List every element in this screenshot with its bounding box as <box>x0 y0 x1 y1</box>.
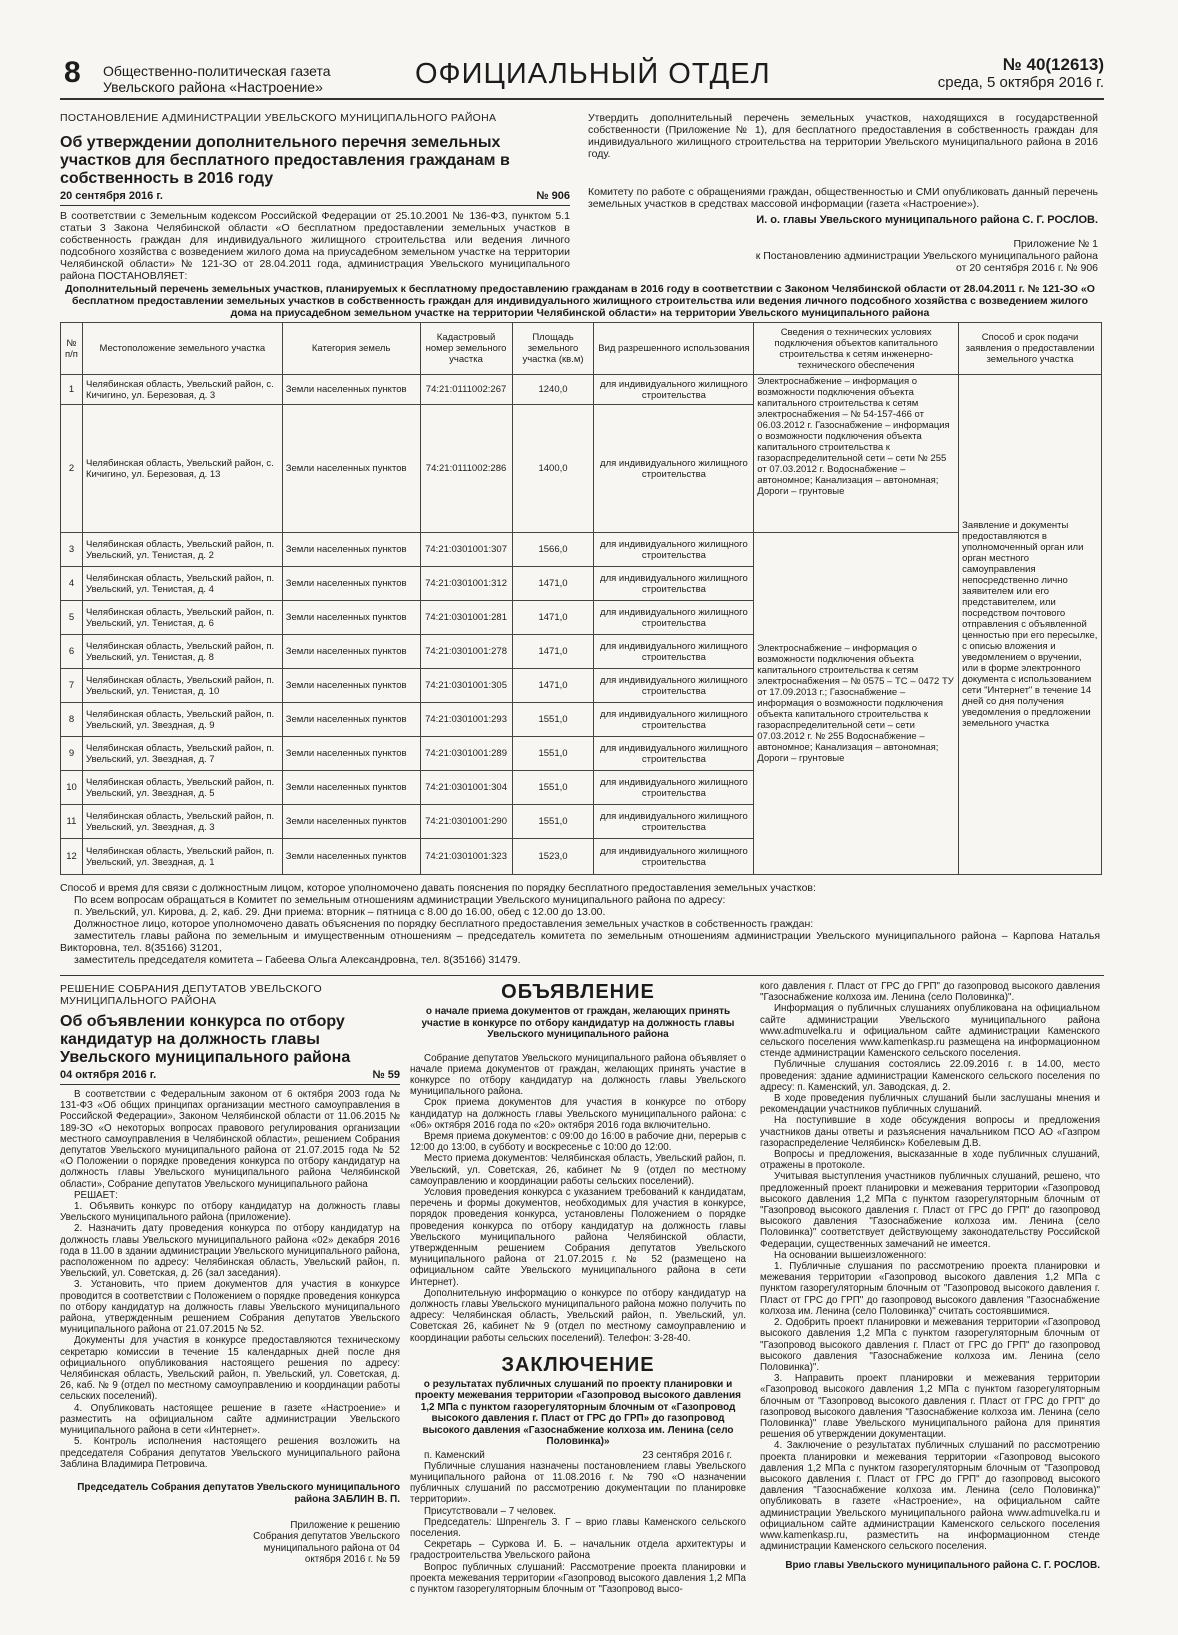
table-caption: Дополнительный перечень земельных участков, планируемых к бесплатному предоставлению гражданам в 2016 году в соответствии с Законом Челябинской области от 28.04.2011 г. № 121-ЗО «О бесплатном предоставлении земельных участков в собственность граждан для индивидуального жилищного строительства или ведения личного подсобного хозяйства с возведением жилого дома на приусадебном земельном участке на территории Челябинской области» на территории Увельского муниципального района <box>65 283 1095 319</box>
announcement-body <box>410 1053 746 1344</box>
rc-p8: 1. Публичные слушания по рассмотрению проекта планировки и межевания территории «Газопровод высокого давления 1,2 МПа с пунктом газорегуляторным блочным от "Газопровод высокого давления г. Пласт от ГРС до ГРП" до газопровод высокого давления "Газоснабжение колхоза им. Ленина (село Половинка)" считать состоявшимися. <box>760 1261 1100 1317</box>
row-area: 1471,0 <box>512 635 594 669</box>
row-use: для индивидуального жилищного строительства <box>594 737 754 771</box>
col-category: Категория земель <box>282 323 420 375</box>
plots-table-wrap <box>60 322 1102 875</box>
rc-p1: Информация о публичных слушаниях опубликована на официальном сайте администрации Увельского муниципального района www.admuvelka.ru и официальном сайте администрации Каменского сельского поселения www.kamenkasp.ru размещена на информационном стенде администрации Каменского сельского поселения. <box>760 1003 1100 1060</box>
contacts-line4: Должностное лицо, которое уполномочено давать объяснения по порядку бесплатного предоставления земельных участков в собственность граждан: <box>74 918 814 930</box>
table-row <box>61 533 1102 567</box>
row-use: для индивидуального жилищного строительства <box>594 405 754 533</box>
rc-p0: кого давления г. Пласт от ГРС до ГРП" до газопровод высокого давления "Газоснабжение колхоза им. Ленина (село Половинка)". <box>760 981 1100 1004</box>
row-area: 1240,0 <box>512 375 594 405</box>
contacts-block <box>60 882 1100 966</box>
announcement-p2: Срок приема документов для участия в конкурсе по отбору кандидатур на должность главы Увельского муниципального района: с «06» октября 2016 года по «20» октября 2016 года включительно. <box>410 1097 746 1131</box>
row-use: для индивидуального жилищного строительства <box>594 533 754 567</box>
rc-p4: На поступившие в ходе обсуждения вопросы и предложения участников даны ответы и разъяснения начальником ПСО АО «Газпром газораспределение Челябинск» Кобелевым Д.В. <box>760 1115 1100 1149</box>
row-category: Земли населенных пунктов <box>282 533 420 567</box>
col-use: Вид разрешенного использования <box>594 323 754 375</box>
rc-p5: Вопросы и предложения, высказанные в ходе публичных слушаний, отражены в протоколе. <box>760 1149 1100 1172</box>
contacts-line3: п. Увельский, ул. Кирова, д. 2, каб. 29. Дни приема: вторник – пятница с 8.00 до 16.00, обед с 12.00 до 13.00. <box>74 906 606 918</box>
conclusion-p2: Присутствовали – 7 человек. <box>424 1505 556 1517</box>
page-number: 8 <box>64 56 81 89</box>
row-use: для индивидуального жилищного строительства <box>594 805 754 839</box>
row-category: Земли населенных пунктов <box>282 771 420 805</box>
row-location: Челябинская область, Увельский район, с. Кичигино, ул. Березовая, д. 13 <box>82 405 282 533</box>
row-area: 1471,0 <box>512 601 594 635</box>
row-location: Челябинская область, Увельский район, п. Увельский, ул. Тенистая, д. 6 <box>82 601 282 635</box>
row-location: Челябинская область, Увельский район, п. Увельский, ул. Тенистая, д. 8 <box>82 635 282 669</box>
section-title: ОФИЦИАЛЬНЫЙ ОТДЕЛ <box>415 58 771 90</box>
decree-date: 20 сентября 2016 г. <box>60 190 163 202</box>
decree-number: № 906 <box>536 190 570 202</box>
row-use: для индивидуального жилищного строительства <box>594 601 754 635</box>
conclusion-dateline <box>424 1450 732 1461</box>
announcement-p6: Дополнительную информацию о конкурсе по отбору кандидатур на должность главы Увельского муниципального района можно получить по адресу: Челябинская область, Увельский район, п. Увельский, ул. Советская 26, кабинет № 9 (отдел по местному самоуправлению и координации работы сельских поселений). Телефон: 3-28-40. <box>410 1287 746 1344</box>
row-location: Челябинская область, Увельский район, п. Увельский, ул. Тенистая, д. 4 <box>82 567 282 601</box>
rc-p9: 2. Одобрить проект планировки и межевания территории «Газопровод высокого давления 1,2 МПа с пунктом газорегуляторным блочным от "Газопровод высокого давления г. Пласт от ГРС до ГРП" до газопровод высокого давления "Газоснабжение колхоза им. Ленина (село Половинка)". <box>760 1317 1100 1373</box>
rc-p6: Учитывая выступления участников публичных слушаний, решено, что предложенный проект планировки и межевания территории «Газопровод высокого давления 1,2 МПа с пунктом газорегуляторным блочным от "Газопровод высокого давления г. Пласт от ГРС до ГРП" до газопровод высокого давления "Газоснабжение колхоза им. Ленина (село Половинка)" соответствует действующему законодательству Российской Федерации, существенных замечаний не имеется. <box>760 1171 1100 1250</box>
row-application-method: Заявление и документы предоставляются в уполномоченный орган или орган местного самоуправления непосредственно лично заявителем или его представителем, или посредством почтового отправления с объявленной ценностью при его пересылке, с описью вложения и уведомлением о вручении, или в форме электронного документа с использованием сети "Интернет" в течение 14 дней со дня получения уведомления о предложении земельного участка <box>959 375 1102 875</box>
row-category: Земли населенных пунктов <box>282 405 420 533</box>
row-category: Земли населенных пунктов <box>282 737 420 771</box>
resolution-item: 2. Назначить дату проведения конкурса по отбору кандидатур на должность главы Увельского муниципального района «02» декабря 2016 года в 11.00 в здании администрации Увельского муниципального района, расположенном по адресу: Челябинская область, Увельский район, п. Увельский, ул. Советская, д. 26 (зал заседания). <box>60 1223 400 1280</box>
row-cadastral: 74:21:0301001:293 <box>420 703 512 737</box>
table-row <box>61 375 1102 405</box>
plots-table <box>60 322 1102 875</box>
decree-para2: Утвердить дополнительный перечень земельных участков, находящихся в государственной собственности (Приложение № 1), для бесплатного предоставления в собственность граждан для индивидуального жилищного строительства на территории Увельского муниципального района в 2016 году. <box>588 112 1098 160</box>
row-location: Челябинская область, Увельский район, п. Увельский, ул. Звездная, д. 3 <box>82 805 282 839</box>
publication-name: Общественно-политическая газета Увельского района «Настроение» <box>103 63 331 95</box>
row-use: для индивидуального жилищного строительства <box>594 703 754 737</box>
row-location: Челябинская область, Увельский район, п. Увельский, ул. Звездная, д. 9 <box>82 703 282 737</box>
row-num: 2 <box>61 405 83 533</box>
rc-p3: В ходе проведения публичных слушаний были заслушаны мнения и рекомендации участников публичных слушаний. <box>760 1093 1100 1116</box>
decree-title: Об утверждении дополнительного перечня земельных участков для бесплатного предоставления гражданам в собственность в 2016 году <box>60 134 510 187</box>
row-num: 7 <box>61 669 83 703</box>
contacts-line2: По всем вопросам обращаться в Комитет по земельным отношениям администрации Увельского муниципального района по адресу: <box>74 894 726 906</box>
conclusion-body <box>410 1461 746 1595</box>
decree-signature: И. о. главы Увельского муниципального района С. Г. РОСЛОВ. <box>756 214 1098 226</box>
row-use: для индивидуального жилищного строительства <box>594 669 754 703</box>
row-category: Земли населенных пунктов <box>282 805 420 839</box>
row-location: Челябинская область, Увельский район, п. Увельский, ул. Тенистая, д. 10 <box>82 669 282 703</box>
row-use: для индивидуального жилищного строительства <box>594 635 754 669</box>
row-use: для индивидуального жилищного строительства <box>594 567 754 601</box>
decree-para3: Комитету по работе с обращениями граждан, общественностью и СМИ опубликовать данный перечень земельных участков в средствах массовой информации (газета «Настроение»). <box>588 186 1098 210</box>
row-category: Земли населенных пунктов <box>282 635 420 669</box>
row-num: 8 <box>61 703 83 737</box>
announcement-title: ОБЪЯВЛЕНИЕ <box>501 981 655 1003</box>
row-category: Земли населенных пунктов <box>282 567 420 601</box>
row-num: 12 <box>61 839 83 875</box>
row-num: 6 <box>61 635 83 669</box>
resolution-signature: Председатель Собрания депутатов Увельского муниципального района ЗАБЛИН В. П. <box>77 1481 400 1505</box>
row-location: Челябинская область, Увельский район, п. Увельский, ул. Звездная, д. 5 <box>82 771 282 805</box>
col-num: № п/п <box>61 323 83 375</box>
row-category: Земли населенных пунктов <box>282 375 420 405</box>
row-area: 1471,0 <box>512 669 594 703</box>
decree-dateline <box>60 190 570 202</box>
resolution-items <box>60 1201 400 1470</box>
row-location: Челябинская область, Увельский район, с. Кичигино, ул. Березовая, д. 3 <box>82 375 282 405</box>
resolution-date: 04 октября 2016 г. <box>60 1069 157 1081</box>
resolution-preamble: В соответствии с Федеральным законом от 6 октября 2003 года № 131-ФЗ «Об общих принципах организации местного самоуправления в Российской Федерации», Законом Челябинской области от 11.06.2015 № 189-ЗО «О некоторых вопросах правового регулирования организации местного самоуправления в Челябинской области», решением Собрания депутатов Увельского муниципального района от 21.07.2015 года № 52 «О Положении о порядке проведения конкурса по отбору кандидатур на должность главы Увельского муниципального района Челябинской области», Собрание депутатов Увельского муниципального района <box>60 1089 400 1190</box>
row-cadastral: 74:21:0301001:323 <box>420 839 512 875</box>
resolution-item: 5. Контроль исполнения настоящего решения возложить на председателя Собрания депутатов Увельского муниципального района Заблина Владимира Петровича. <box>60 1436 400 1470</box>
announcement-p5: Условия проведения конкурса с указанием требований к кандидатам, перечень и формы документов, необходимых для участия в конкурсе, порядок проведения конкурса, установлены Положением о порядке проведения конкурса по отбору кандидатур на должность главы Увельского муниципального района Челябинской области, утвержденным решением Собрания депутатов Увельского муниципального района от 21.07.2015 г. № 52 (размещено на официальном сайте Увельского муниципального района в сети Интернет). <box>410 1186 746 1288</box>
decree-kicker: ПОСТАНОВЛЕНИЕ АДМИНИСТРАЦИИ УВЕЛЬСКОГО МУНИЦИПАЛЬНОГО РАЙОНА <box>60 112 497 124</box>
decree-left <box>60 112 570 282</box>
row-cadastral: 74:21:0301001:278 <box>420 635 512 669</box>
rc-p2: Публичные слушания состоялись 22.09.2016 г. в 14.00, место проведения: здание администрации Каменского сельского поселения по адресу: п. Каменский, ул. Заводская, д. 2. <box>760 1059 1100 1093</box>
announcement-col <box>410 981 746 1595</box>
resolution-dateline <box>60 1069 400 1081</box>
row-location: Челябинская область, Увельский район, п. Увельский, ул. Тенистая, д. 2 <box>82 533 282 567</box>
row-num: 9 <box>61 737 83 771</box>
row-area: 1471,0 <box>512 567 594 601</box>
rc-signature: Врио главы Увельского муниципального района С. Г. РОСЛОВ. <box>785 1560 1100 1572</box>
issue-date: среда, 5 октября 2016 г. <box>937 74 1104 91</box>
header-rule <box>60 98 1104 100</box>
conclusion-continued <box>760 981 1100 1572</box>
conclusion-subtitle: о результатах публичных слушаний по проекту планировки и проекту межевания территории «Газопровод высокого давления 1,2 МПа с пунктом газорегуляторным блочным от «Газопровод высокого давления г. Пласт от ГРС до ГРП» до газопровод высокого давления «Газоснабжение колхоза им. Ленина (село Половинка)» <box>415 1378 741 1448</box>
rc-p7: На основании вышеизложенного: <box>774 1249 927 1261</box>
conclusion-p4: Секретарь – Суркова И. Б. – начальник отдела архитектуры и градостроительства Увельского района <box>410 1539 746 1562</box>
row-area: 1523,0 <box>512 839 594 875</box>
row-category: Земли населенных пунктов <box>282 669 420 703</box>
col-area: Площадь земельного участка (кв.м) <box>512 323 594 375</box>
announcement-p3: Время приема документов: с 09:00 до 16:00 в рабочие дни, перерыв с 12:00 до 13:00, в субботу и воскресенье с 10:00 до 12:00. <box>410 1130 746 1154</box>
row-use: для индивидуального жилищного строительства <box>594 771 754 805</box>
col-tech: Сведения о технических условиях подключения объектов капитального строительства к сетям инженерно-технического обеспечения <box>754 323 959 375</box>
col-apply: Способ и срок подачи заявления о предоставлении земельного участка <box>959 323 1102 375</box>
row-cadastral: 74:21:0301001:289 <box>420 737 512 771</box>
resolution-item: 1. Объявить конкурс по отбору кандидатур на должность главы Увельского муниципального района (приложение). <box>60 1201 400 1224</box>
row-cadastral: 74:21:0301001:281 <box>420 601 512 635</box>
resolution-item: 4. Опубликовать настоящее решение в газете «Настроение» и разместить на официальном сайте администрации Увельского муниципального района в сети «Интернет». <box>60 1402 400 1437</box>
row-cadastral: 74:21:0111002:286 <box>420 405 512 533</box>
row-num: 10 <box>61 771 83 805</box>
rc-p11: 4. Заключение о результатах публичных слушаний по рассмотрению проекта планировки и межевания территории «Газопровод высокого давления 1,2 МПа с пунктом газорегуляторным блочным от "Газопровод высокого давления г. Пласт от ГРС до ГРП" до газопровод высокого давления "Газоснабжение колхоза им. Ленина (село Половинка)" опубликовать в газете «Настроение», на официальном сайте администрации Увельского муниципального района www.admuvelka.ru и официальном сайте администрации Каменского сельского поселения www.kamenkasp.ru, разместить на информационном стенде администрации Каменского сельского поселения. <box>760 1440 1100 1553</box>
row-cadastral: 74:21:0301001:290 <box>420 805 512 839</box>
row-cadastral: 74:21:0111002:267 <box>420 375 512 405</box>
resolution-appendix: Приложение к решению Собрания депутатов Увельского муниципального района от 04 октября 2016 г. № 59 <box>253 1519 400 1566</box>
row-area: 1551,0 <box>512 703 594 737</box>
row-area: 1551,0 <box>512 737 594 771</box>
decree-para1: В соответствии с Земельным кодексом Российской Федерации от 25.10.2001 № 136-ФЗ, пунктом 5.1 статьи 3 Закона Челябинской области «О бесплатном предоставлении земельных участков в собственность граждан для индивидуального жилищного строительства или ведения личного подсобного хозяйства с возведением жилого дома на приусадебном земельном участке на территории Челябинской области» № 121-ЗО от 28.04.2011 года, администрация Увельского муниципального района ПОСТАНОВЛЯЕТ: <box>60 210 570 282</box>
col-location: Местоположение земельного участка <box>82 323 282 375</box>
row-category: Земли населенных пунктов <box>282 601 420 635</box>
contacts-line5: заместитель главы района по земельным и имущественным отношениям – председатель комитета по земельным отношениям администрации Увельского муниципального района – Карпова Наталья Викторовна, тел. 8(35166) 31201, <box>60 930 1100 954</box>
resolution-title: Об объявлении конкурса по отбору кандидатур на должность главы Увельского муниципального района <box>60 1013 351 1066</box>
resolution-body <box>60 1089 400 1470</box>
row-num: 11 <box>61 805 83 839</box>
row-use: для индивидуального жилищного строительства <box>594 839 754 875</box>
row-num: 3 <box>61 533 83 567</box>
announcement-p1: Собрание депутатов Увельского муниципального района объявляет о начале приема документов от граждан, желающих принять участие в конкурсе по отбору кандидатур на должность главы Увельского муниципального района. <box>410 1052 746 1098</box>
row-area: 1400,0 <box>512 405 594 533</box>
row-tech-conditions-a: Электроснабжение – информация о возможности подключения объекта капитального строительства к сетям электроснабжения – № 54-157-466 от 06.03.2012 г. Газоснабжение – информация о возможности подключения объекта капитального строительства к газораспределительной сети – сети № 255 от 07.03.2012 г. Водоснабжение – автономное; Канализация – автономная; Дороги – грунтовые <box>754 375 959 533</box>
row-cadastral: 74:21:0301001:307 <box>420 533 512 567</box>
resolution-item: 3. Установить, что прием документов для участия в конкурсе проводится в соответствии с Положением о порядке проведения конкурса по отбору кандидатур на должность главы Увельского муниципального района, утвержденным решением Собрания депутатов Увельского муниципального района от 21.07.2015 № 52. <box>60 1279 400 1336</box>
row-tech-conditions-b: Электроснабжение – информация о возможности подключения объекта капитального строительства к сетям электроснабжения – № 0575 – ТС – 0472 ТУ от 17.09.2013 г.; Газоснабжение – информация о возможности подключения объекта капитального строительства к газораспределительной сети – сети 07.03.2012 г. № 255 Водоснабжение – автономное; Канализация – автономная; Дороги – грунтовые <box>754 533 959 875</box>
row-cadastral: 74:21:0301001:312 <box>420 567 512 601</box>
contacts-line1: Способ и время для связи с должностным лицом, которое уполномочено давать пояснения по порядку бесплатного предоставления земельных участков: <box>60 882 816 894</box>
resolution-decides: РЕШАЕТ: <box>74 1189 118 1201</box>
resolution-item: Документы для участия в конкурсе предоставляются техническому секретарю комиссии в течение 15 календарных дней после дня официального опубликования настоящего решения по адресу: Челябинская область, Увельский район, п. Увельский, ул. Советская, д. 26, каб. № 9 (отдел по местному самоуправлению и координации работы сельских поселений). <box>60 1335 400 1403</box>
resolution-kicker: РЕШЕНИЕ СОБРАНИЯ ДЕПУТАТОВ УВЕЛЬСКОГО МУНИЦИПАЛЬНОГО РАЙОНА <box>60 983 322 1007</box>
resolution-col <box>60 983 400 1566</box>
decree-right <box>588 112 1098 274</box>
row-area: 1551,0 <box>512 805 594 839</box>
row-num: 4 <box>61 567 83 601</box>
issue-number: № 40(12613) <box>1002 55 1104 74</box>
announcement-subtitle: о начале приема документов от граждан, желающих принять участие в конкурсе по отбору кандидатур на должность главы Увельского муниципального района <box>421 1006 735 1040</box>
conclusion-p5: Вопрос публичных слушаний: Рассмотрение проекта планировки и проекта межевания территории «Газопровод высокого давления 1,2 МПа с пунктом газорегуляторным блочным от "Газопровод высо- <box>410 1561 746 1596</box>
row-location: Челябинская область, Увельский район, п. Увельский, ул. Звездная, д. 7 <box>82 737 282 771</box>
conclusion-p3: Председатель: Шпренгель З. Г – врио главы Каменского сельского поселения. <box>410 1516 746 1539</box>
issue-info <box>938 56 1104 91</box>
appendix-note: Приложение № 1 к Постановлению администрации Увельского муниципального района от 20 сентября 2016 г. № 906 <box>755 238 1098 274</box>
conclusion-title: ЗАКЛЮЧЕНИЕ <box>501 1353 655 1376</box>
row-use: для индивидуального жилищного строительства <box>594 375 754 405</box>
conclusion-date: 23 сентября 2016 г. <box>642 1449 732 1461</box>
row-cadastral: 74:21:0301001:304 <box>420 771 512 805</box>
row-category: Земли населенных пунктов <box>282 703 420 737</box>
row-num: 1 <box>61 375 83 405</box>
row-num: 5 <box>61 601 83 635</box>
row-area: 1551,0 <box>512 771 594 805</box>
row-cadastral: 74:21:0301001:305 <box>420 669 512 703</box>
announcement-p4: Место приема документов: Челябинская область, Увельский район, п. Увельский, ул. Советская, 26, кабинет № 9 (отдел по местному самоуправлению и координации работы сельских поселений). <box>410 1153 746 1187</box>
resolution-number: № 59 <box>372 1069 400 1081</box>
section-rule <box>60 975 1104 976</box>
row-category: Земли населенных пунктов <box>282 839 420 875</box>
col-cadastral: Кадастровый номер земельного участка <box>420 323 512 375</box>
conclusion-place: п. Каменский <box>424 1449 485 1461</box>
row-location: Челябинская область, Увельский район, п. Увельский, ул. Звездная, д. 1 <box>82 839 282 875</box>
rc-p10: 3. Направить проект планировки и межевания территории «Газопровод высокого давления 1,2 МПа с пунктом газорегуляторным блочным от "Газопровод высокого давления г. Пласт от ГРС до ГРП" до газопровод высокого давления "Газоснабжение колхоза им. Ленина (село Половинка)" главе Увельского муниципального района для принятия решения об утверждении документации. <box>760 1373 1100 1441</box>
conclusion-p1: Публичные слушания назначены постановлением главы Увельского муниципального района от 11.08.2016 г. № 790 «О назначении публичных слушаний по рассмотрению документации по планировке территории». <box>410 1460 746 1506</box>
contacts-line6: заместитель председателя комитета – Габеева Ольга Александровна, тел. 8(35166) 31479. <box>74 954 521 966</box>
row-area: 1566,0 <box>512 533 594 567</box>
